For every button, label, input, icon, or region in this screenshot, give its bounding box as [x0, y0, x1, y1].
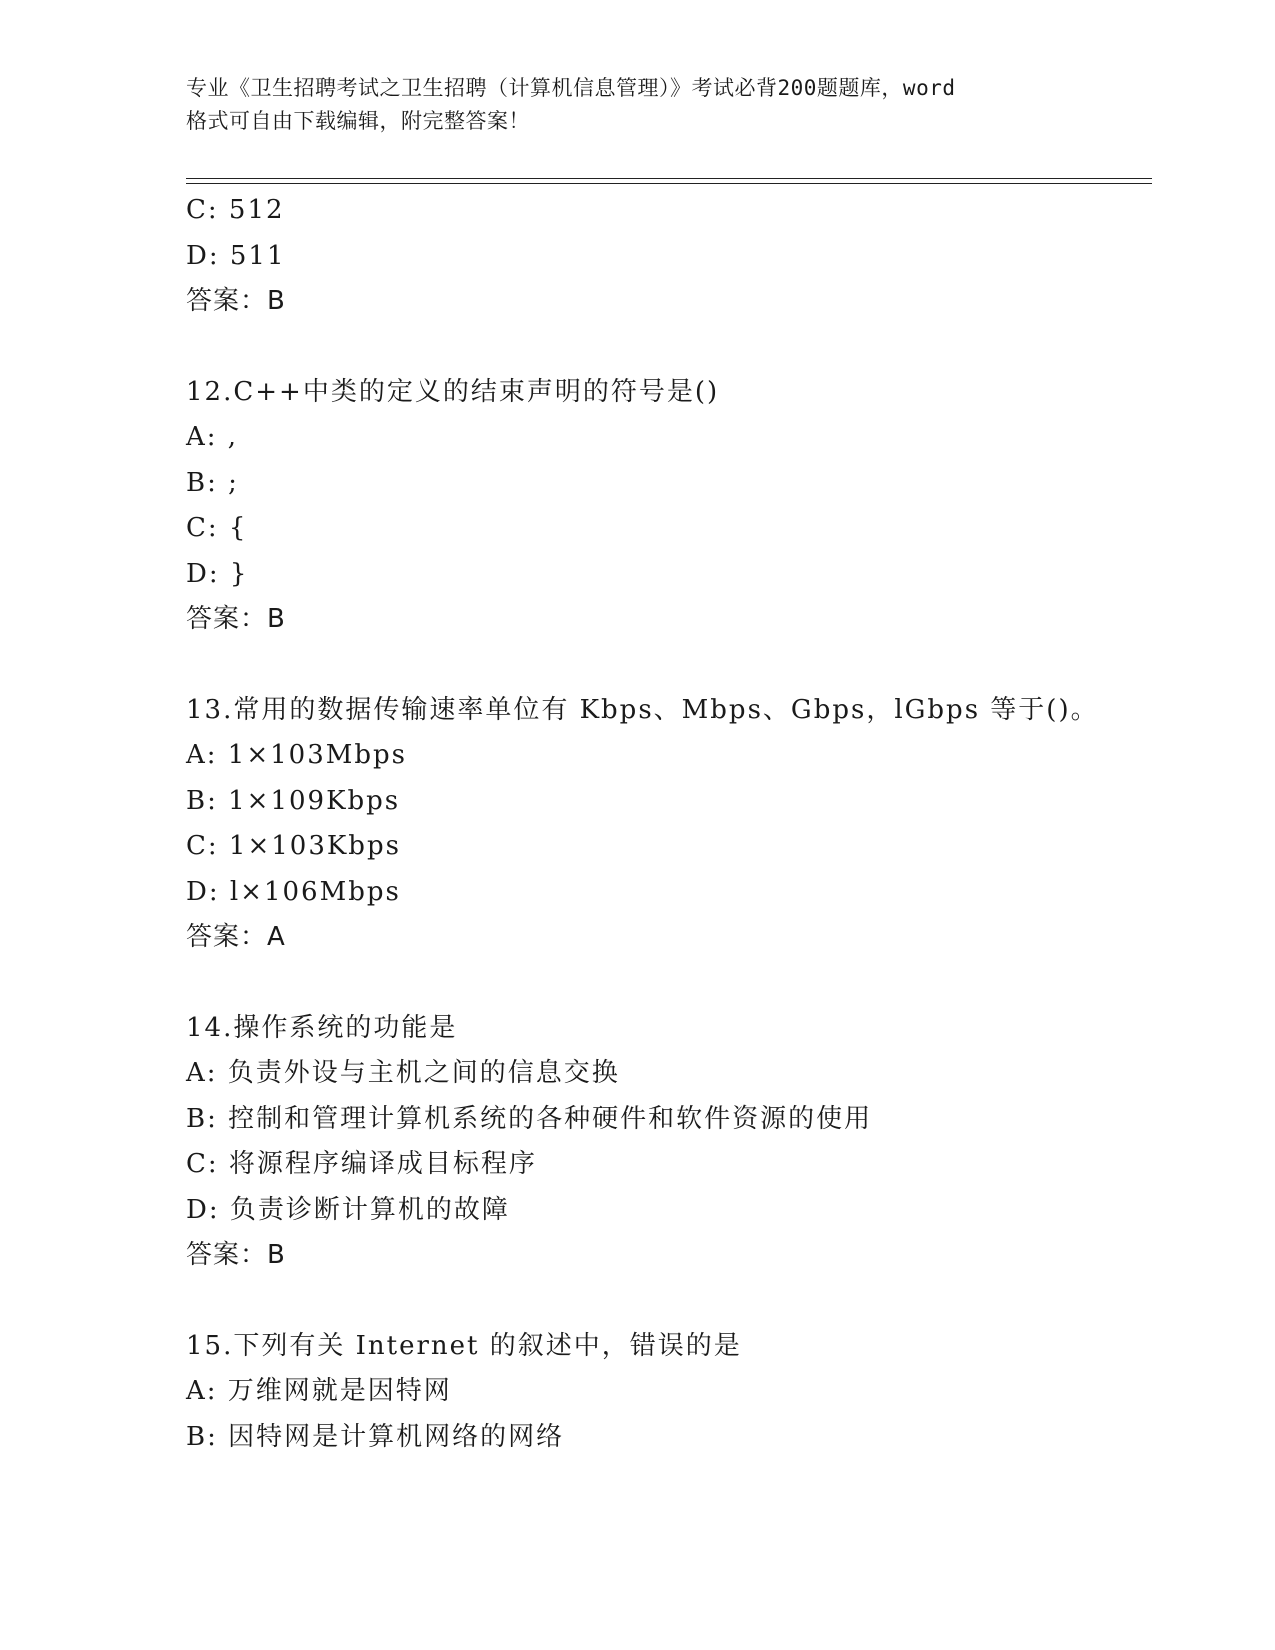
- option-b: B: 控制和管理计算机系统的各种硬件和软件资源的使用: [186, 1103, 873, 1134]
- option-c: C: 512: [186, 195, 285, 225]
- option-b: B: ;: [186, 467, 239, 498]
- option-c: C: 将源程序编译成目标程序: [186, 1149, 537, 1179]
- answer-line: 答案：B: [186, 286, 286, 316]
- option-a: A: 负责外设与主机之间的信息交换: [186, 1058, 620, 1088]
- option-d: D: 511: [186, 240, 286, 271]
- question-spacer: [186, 1279, 1146, 1324]
- answer-line: 答案：B: [186, 604, 286, 634]
- question-list: [186, 188, 1146, 1460]
- question-13: [186, 688, 1146, 961]
- question-text: 15.下列有关 Internet 的叙述中，错误的是: [186, 1330, 742, 1361]
- answer-line: 答案：B: [186, 1240, 286, 1270]
- option-d: D: 负责诊断计算机的故障: [186, 1194, 510, 1225]
- option-b: B: 因特网是计算机网络的网络: [186, 1421, 565, 1452]
- header-title-line-2: 格式可自由下载编辑，附完整答案！: [186, 109, 530, 133]
- option-d: D: }: [186, 558, 249, 589]
- document-header: [186, 72, 1086, 138]
- header-divider-bottom: [186, 183, 1152, 184]
- option-d: D: l×106Mbps: [186, 876, 401, 907]
- option-a: A: ,: [186, 422, 239, 452]
- question-text: 14.操作系统的功能是: [186, 1012, 458, 1043]
- answer-line: 答案：A: [186, 922, 286, 952]
- option-a: A: 万维网就是因特网: [186, 1376, 452, 1406]
- question-14: [186, 1006, 1146, 1279]
- question-text: 13.常用的数据传输速率单位有 Kbps、Mbps、Gbps，lGbps 等于()。: [186, 694, 1099, 725]
- option-b: B: 1×109Kbps: [186, 785, 401, 816]
- header-title-line-1: 专业《卫生招聘考试之卫生招聘（计算机信息管理）》考试必背200题题库，word: [186, 76, 956, 100]
- question-spacer: [186, 643, 1146, 688]
- question-15: [186, 1324, 1146, 1461]
- question-11-tail: [186, 188, 1146, 325]
- question-spacer: [186, 325, 1146, 370]
- option-a: A: 1×103Mbps: [186, 740, 408, 770]
- question-spacer: [186, 961, 1146, 1006]
- header-divider-top: [186, 178, 1152, 179]
- question-12: [186, 370, 1146, 643]
- option-c: C: 1×103Kbps: [186, 831, 401, 861]
- question-text: 12.C++中类的定义的结束声明的符号是(): [186, 376, 720, 407]
- option-c: C: {: [186, 513, 248, 543]
